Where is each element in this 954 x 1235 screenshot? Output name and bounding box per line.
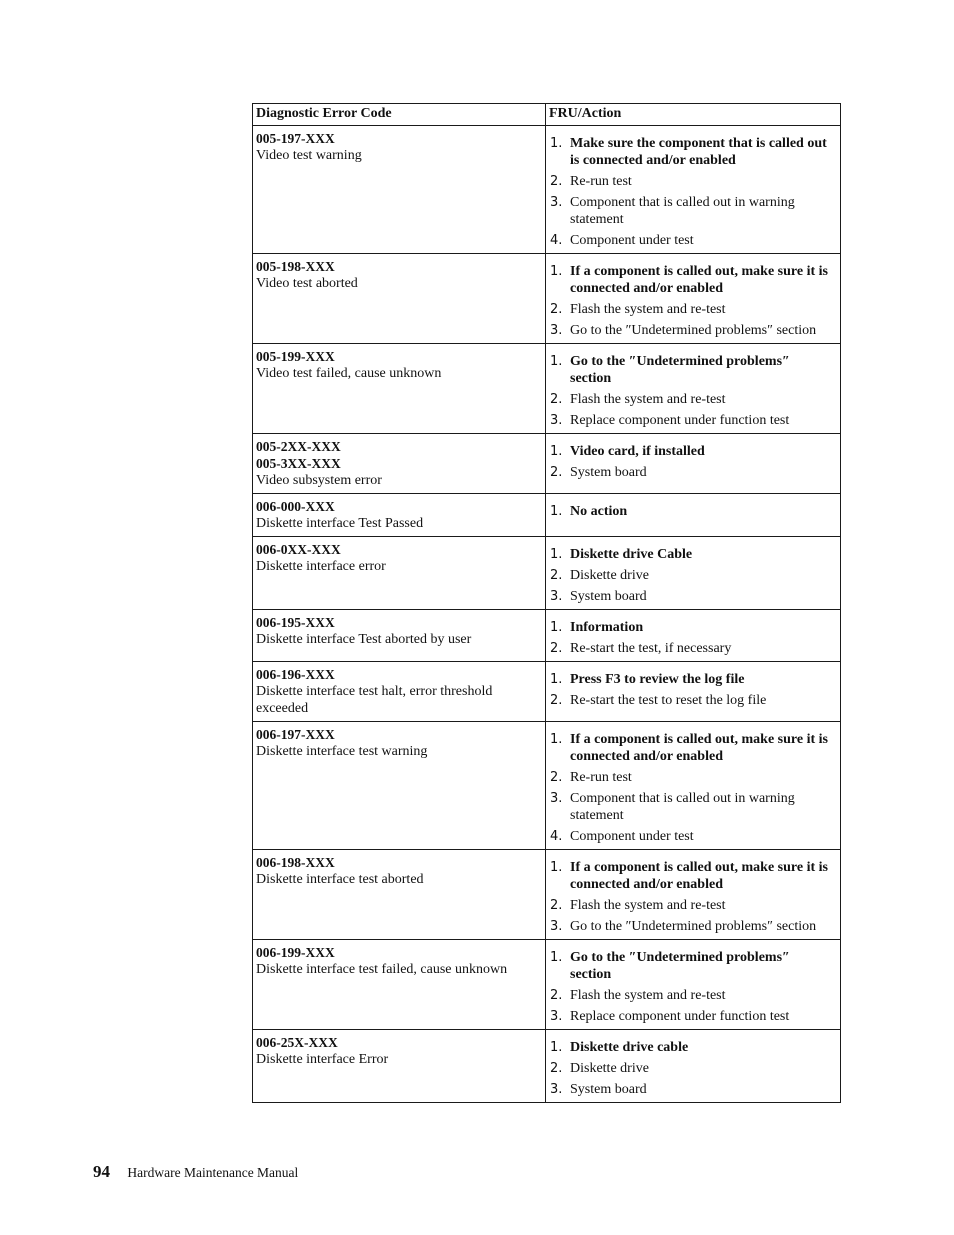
action-item (550, 769, 834, 786)
fru-action-cell (546, 434, 841, 494)
table-row (253, 537, 841, 610)
action-list (550, 1039, 834, 1098)
action-number: 2. (550, 1061, 563, 1076)
action-number: 2. (550, 641, 563, 656)
fru-action-cell (546, 537, 841, 610)
action-text: Go to the ″Undetermined problems″ section (570, 950, 790, 982)
action-number: 2. (550, 302, 563, 317)
action-text: Diskette drive (570, 1061, 649, 1076)
action-text: Make sure the component that is called out is connected and/or enabled (570, 136, 827, 168)
action-list (550, 546, 834, 605)
error-description: Diskette interface Error (256, 1052, 389, 1067)
fru-action-cell (546, 494, 841, 537)
error-code-cell (253, 940, 546, 1030)
fru-action-cell (546, 722, 841, 850)
action-text: Flash the system and re-test (570, 302, 726, 317)
error-code: 006-0XX-XXX (256, 542, 341, 557)
error-code: 006-198-XXX (256, 855, 335, 870)
action-item (550, 671, 834, 688)
action-number: 2. (550, 770, 563, 785)
action-text: Re-run test (570, 174, 632, 189)
action-number: 3. (550, 1009, 563, 1024)
action-item (550, 135, 834, 169)
error-code: 005-197-XXX (256, 131, 335, 146)
action-number: 1. (550, 444, 563, 459)
error-description: Video test aborted (256, 276, 358, 291)
action-text: Flash the system and re-test (570, 898, 726, 913)
action-item (550, 828, 834, 845)
error-code-cell (253, 434, 546, 494)
action-text: Information (570, 620, 644, 635)
action-item (550, 640, 834, 657)
action-text: System board (570, 589, 647, 604)
error-description: Diskette interface test halt, error threshold exceeded (256, 684, 493, 716)
action-item (550, 1081, 834, 1098)
action-number: 3. (550, 919, 563, 934)
table-row (253, 940, 841, 1030)
action-number: 1. (550, 732, 563, 747)
error-code: 006-195-XXX (256, 615, 335, 630)
header-diagnostic-error-code: Diagnostic Error Code (253, 104, 546, 126)
action-text: Diskette drive (570, 568, 649, 583)
fru-action-cell (546, 850, 841, 940)
fru-action-cell (546, 344, 841, 434)
action-list (550, 731, 834, 845)
action-text: If a component is called out, make sure it is connected and/or enabled (570, 732, 828, 764)
action-item (550, 232, 834, 249)
action-item (550, 1008, 834, 1025)
action-text: Component that is called out in warning statement (570, 791, 795, 823)
action-item (550, 464, 834, 481)
error-code: 005-2XX-XXX (256, 439, 341, 454)
error-code-cell (253, 344, 546, 434)
table-row (253, 1030, 841, 1103)
action-list (550, 353, 834, 429)
action-number: 3. (550, 589, 563, 604)
action-number: 3. (550, 1082, 563, 1097)
action-list (550, 671, 834, 709)
action-text: Component that is called out in warning statement (570, 195, 795, 227)
error-code-cell (253, 254, 546, 344)
table-row (253, 494, 841, 537)
table-row (253, 722, 841, 850)
action-number: 1. (550, 547, 563, 562)
error-code-cell (253, 494, 546, 537)
action-text: Press F3 to review the log file (570, 672, 745, 687)
header-fru-action: FRU/Action (546, 104, 841, 126)
action-item (550, 443, 834, 460)
action-item (550, 322, 834, 339)
table-row (253, 344, 841, 434)
action-item (550, 173, 834, 190)
page-number: 94 (93, 1162, 110, 1181)
error-code: 005-199-XXX (256, 349, 335, 364)
action-list (550, 443, 834, 481)
action-number: 1. (550, 620, 563, 635)
action-list (550, 135, 834, 249)
action-item (550, 503, 834, 520)
error-code: 005-198-XXX (256, 259, 335, 274)
error-description: Video subsystem error (256, 473, 382, 488)
table-body (253, 126, 841, 1103)
diagnostic-error-table (252, 103, 841, 1103)
action-item (550, 731, 834, 765)
action-text: Replace component under function test (570, 413, 790, 428)
action-text: System board (570, 465, 647, 480)
action-item (550, 546, 834, 563)
action-number: 2. (550, 693, 563, 708)
error-code: 006-25X-XXX (256, 1035, 338, 1050)
error-code-cell (253, 662, 546, 722)
action-number: 1. (550, 264, 563, 279)
action-text: Diskette drive Cable (570, 547, 693, 562)
table-row (253, 254, 841, 344)
error-code: 006-199-XXX (256, 945, 335, 960)
fru-action-cell (546, 254, 841, 344)
error-description: Diskette interface error (256, 559, 386, 574)
action-number: 1. (550, 672, 563, 687)
table-row (253, 126, 841, 254)
page-footer (93, 1162, 298, 1182)
action-item (550, 1060, 834, 1077)
error-code-cell (253, 610, 546, 662)
error-description: Video test warning (256, 148, 362, 163)
error-code: 006-197-XXX (256, 727, 335, 742)
action-number: 1. (550, 860, 563, 875)
fru-action-cell (546, 662, 841, 722)
action-list (550, 859, 834, 935)
action-text: System board (570, 1082, 647, 1097)
action-item (550, 987, 834, 1004)
action-text: No action (570, 504, 628, 519)
action-number: 1. (550, 950, 563, 965)
action-number: 4. (550, 829, 563, 844)
action-list (550, 503, 834, 520)
action-item (550, 412, 834, 429)
table-row (253, 850, 841, 940)
action-number: 2. (550, 392, 563, 407)
action-number: 1. (550, 136, 563, 151)
action-number: 1. (550, 1040, 563, 1055)
error-code: 006-196-XXX (256, 667, 335, 682)
error-description: Video test failed, cause unknown (256, 366, 442, 381)
action-list (550, 949, 834, 1025)
action-number: 2. (550, 465, 563, 480)
action-number: 1. (550, 354, 563, 369)
action-item (550, 263, 834, 297)
fru-action-cell (546, 1030, 841, 1103)
error-code-cell (253, 722, 546, 850)
action-text: Go to the ″Undetermined problems″ section (570, 919, 817, 934)
action-item (550, 588, 834, 605)
action-number: 2. (550, 988, 563, 1003)
action-text: Re-start the test, if necessary (570, 641, 732, 656)
action-text: Component under test (570, 233, 694, 248)
action-item (550, 692, 834, 709)
fru-action-cell (546, 940, 841, 1030)
action-list (550, 263, 834, 339)
fru-action-cell (546, 126, 841, 254)
action-text: Go to the ″Undetermined problems″ section (570, 323, 817, 338)
action-item (550, 949, 834, 983)
action-text: Flash the system and re-test (570, 988, 726, 1003)
error-description: Diskette interface Test aborted by user (256, 632, 472, 647)
action-number: 2. (550, 568, 563, 583)
action-text: Video card, if installed (570, 444, 705, 459)
action-item (550, 619, 834, 636)
error-description: Diskette interface Test Passed (256, 516, 424, 531)
action-number: 2. (550, 174, 563, 189)
error-code-cell (253, 537, 546, 610)
action-text: Re-run test (570, 770, 632, 785)
action-text: Replace component under function test (570, 1009, 790, 1024)
error-code: 005-3XX-XXX (256, 456, 341, 471)
action-text: If a component is called out, make sure it is connected and/or enabled (570, 860, 828, 892)
action-number: 3. (550, 413, 563, 428)
action-item (550, 790, 834, 824)
action-text: Go to the ″Undetermined problems″ section (570, 354, 790, 386)
action-list (550, 619, 834, 657)
manual-title: Hardware Maintenance Manual (127, 1165, 299, 1180)
error-code-cell (253, 126, 546, 254)
action-text: If a component is called out, make sure it is connected and/or enabled (570, 264, 828, 296)
action-item (550, 897, 834, 914)
error-description: Diskette interface test aborted (256, 872, 424, 887)
action-item (550, 1039, 834, 1056)
error-description: Diskette interface test warning (256, 744, 428, 759)
table-row (253, 434, 841, 494)
action-item (550, 353, 834, 387)
action-text: Re-start the test to reset the log file (570, 693, 767, 708)
error-code-cell (253, 1030, 546, 1103)
action-item (550, 301, 834, 318)
action-text: Diskette drive cable (570, 1040, 689, 1055)
action-number: 2. (550, 898, 563, 913)
action-number: 4. (550, 233, 563, 248)
action-item (550, 918, 834, 935)
action-number: 3. (550, 195, 563, 210)
fru-action-cell (546, 610, 841, 662)
error-code-cell (253, 850, 546, 940)
table-row (253, 662, 841, 722)
action-number: 3. (550, 323, 563, 338)
action-item (550, 567, 834, 584)
error-code: 006-000-XXX (256, 499, 335, 514)
table-header-row (253, 104, 841, 126)
action-item (550, 391, 834, 408)
action-item (550, 194, 834, 228)
action-text: Flash the system and re-test (570, 392, 726, 407)
action-number: 1. (550, 504, 563, 519)
action-text: Component under test (570, 829, 694, 844)
action-number: 3. (550, 791, 563, 806)
table-row (253, 610, 841, 662)
error-description: Diskette interface test failed, cause unknown (256, 962, 508, 977)
action-item (550, 859, 834, 893)
